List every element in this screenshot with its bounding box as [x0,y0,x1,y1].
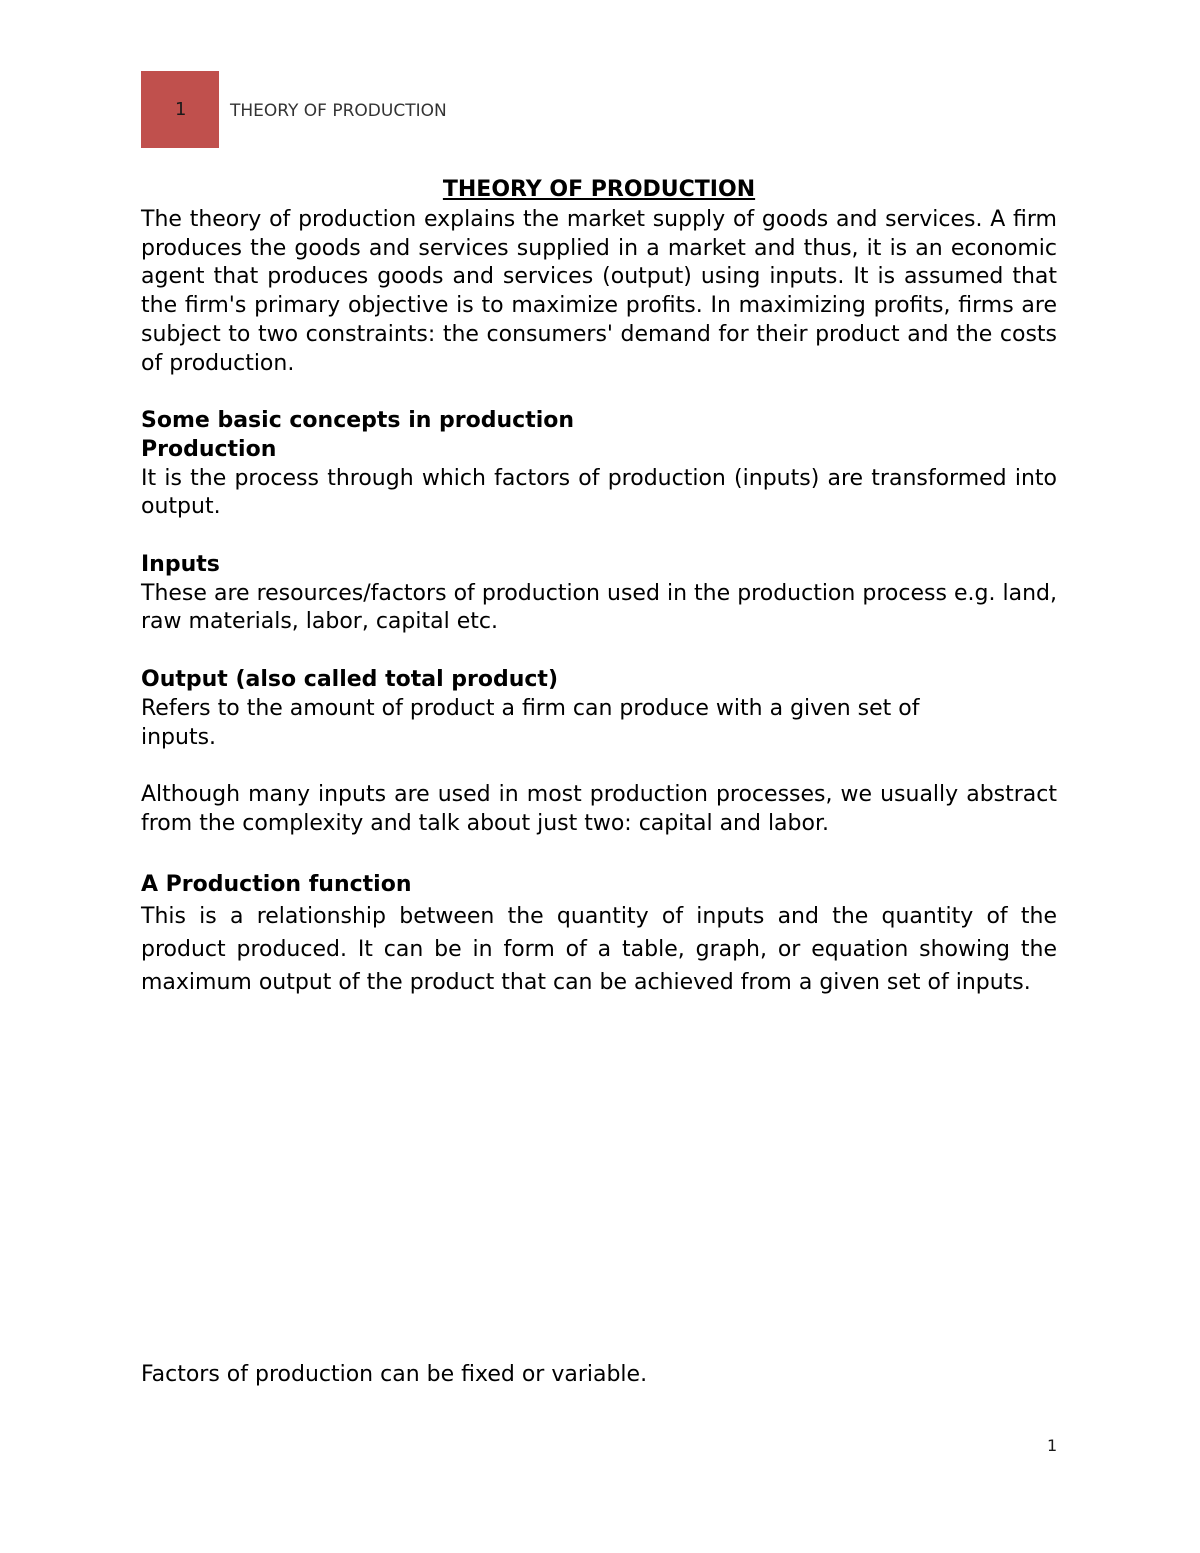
document-body [141,173,1057,999]
document-title: THEORY OF PRODUCTION [442,177,756,202]
production-heading: Production [141,436,277,462]
output-heading: Output (also called total product) [141,667,559,693]
inputs-text: These are resources/factors of production used in the production process e.g. land, raw materials, labor, capital etc. [141,580,1057,635]
section-heading: Some basic concepts in production [141,408,575,434]
intro-paragraph: The theory of production explains the market supply of goods and services. A firm produces the goods and services supplied in a market and thus, it is an economic agent that produces goods and services (output) using inputs. It is assumed that the firm's primary objective is to maximize profits. In maximizing profits, firms are subject to two constraints: the consumers' demand for their product and the costs of production. [141,207,1057,376]
header-title: THEORY OF PRODUCTION [230,101,447,121]
production-function-text: This is a relationship between the quantity of inputs and the quantity of the product produced. It can be in form of a table, graph, or equation showing the maximum output of the product that can be achieved from a given set of inputs. [141,903,1057,995]
spacer [141,522,1057,551]
inputs-heading: Inputs [141,552,220,578]
production-text: It is the process through which factors of production (inputs) are transformed into output. [141,465,1057,520]
spacer [141,839,1057,870]
output-text: Refers to the amount of product a firm can produce with a given set of inputs. [141,695,920,750]
abstraction-paragraph: Although many inputs are used in most production processes, we usually abstract from the complexity and talk about just two: capital and labor. [141,782,1057,836]
header-page-number: 1 [175,99,187,120]
spacer [141,378,1057,407]
footer-page-number: 1 [1047,1436,1058,1455]
production-function-block [141,900,1057,999]
production-function-heading: A Production function [141,871,412,897]
spacer [141,752,1057,781]
closing-sentence: Factors of production can be fixed or variable. [141,1362,648,1387]
spacer [141,637,1057,666]
